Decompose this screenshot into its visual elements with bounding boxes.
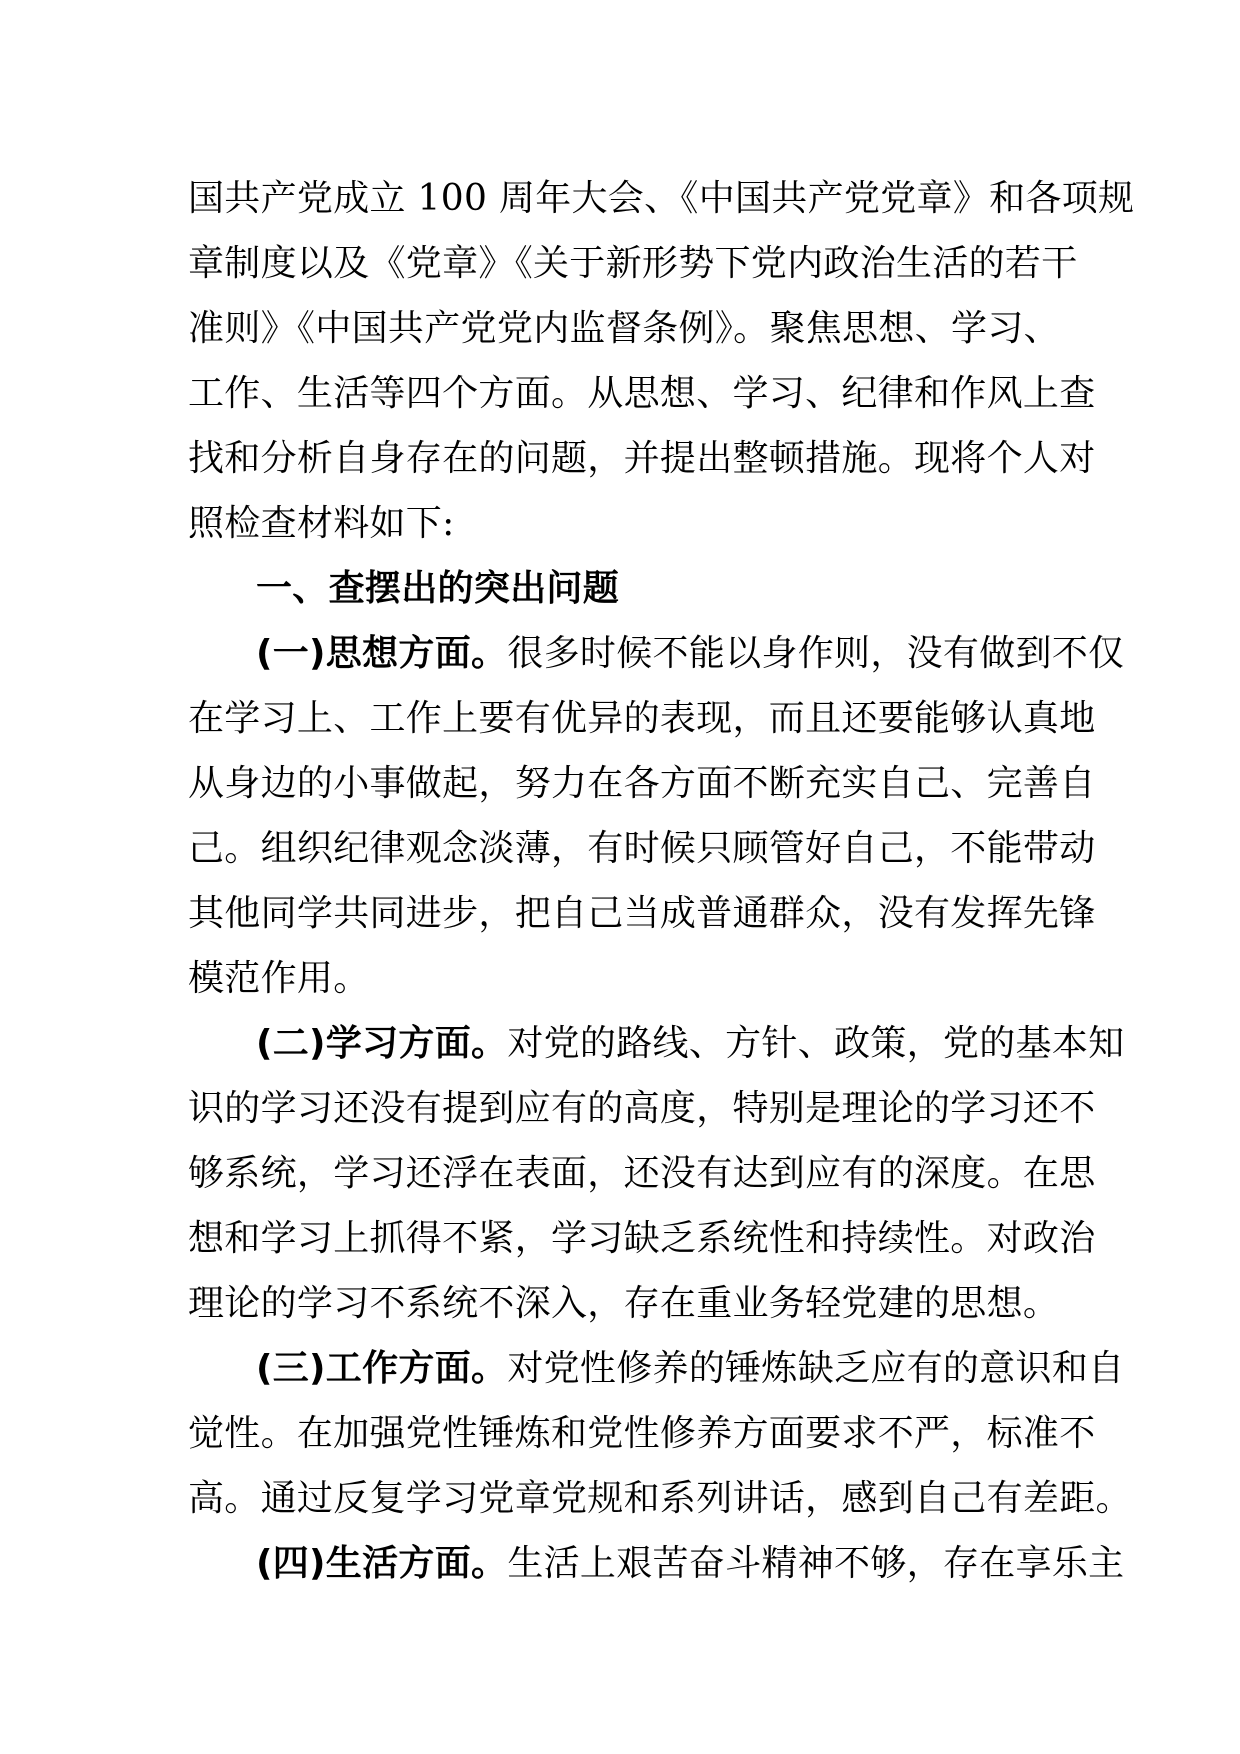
text-line: 照检查材料如下:: [188, 503, 455, 544]
text-line: 国共产党成立 100 周年大会、《中国共产党党章》和各项规: [188, 178, 1135, 219]
paragraph-first-line: [188, 1336, 1125, 1401]
paragraph-lead: (四)生活方面。: [256, 1543, 508, 1584]
text-line: 想和学习上抓得不紧，学习缺乏系统性和持续性。对政治: [188, 1218, 1096, 1259]
paragraph-text: 生活上艰苦奋斗精神不够，存在享乐主: [507, 1543, 1125, 1584]
text-line: 章制度以及《党章》《关于新形势下党内政治生活的若干: [188, 243, 1078, 284]
text-line: 高。通过反复学习党章党规和系列讲话，感到自己有差距。: [188, 1478, 1132, 1519]
paragraph-first-line: [188, 1531, 1125, 1596]
text-line: 从身边的小事做起，努力在各方面不断充实自己、完善自: [188, 763, 1096, 804]
section-heading: 一、查摆出的突出问题: [256, 568, 620, 609]
intro-paragraph: [188, 166, 1135, 556]
paragraph-life: [188, 1531, 1125, 1596]
paragraph-text: 对党的路线、方针、政策，党的基本知: [507, 1023, 1125, 1064]
paragraph-study: [188, 1011, 1125, 1336]
paragraph-lead: (二)学习方面。: [256, 1023, 508, 1064]
text-line: 准则》《中国共产党党内监督条例》。聚焦思想、学习、: [188, 308, 1060, 349]
text-line: 己。组织纪律观念淡薄，有时候只顾管好自己，不能带动: [188, 828, 1096, 869]
text-line: 觉性。在加强党性锤炼和党性修养方面要求不严，标准不: [188, 1413, 1096, 1454]
text-line: 工作、生活等四个方面。从思想、学习、纪律和作风上查: [188, 373, 1096, 414]
text-line: 识的学习还没有提到应有的高度，特别是理论的学习还不: [188, 1088, 1096, 1129]
paragraph-lead: (一)思想方面。: [256, 633, 508, 674]
paragraph-first-line: [188, 1011, 1125, 1076]
paragraph-text: 对党性修养的锤炼缺乏应有的意识和自: [507, 1348, 1125, 1389]
text-line: 模范作用。: [188, 958, 370, 999]
document-body: [188, 166, 1135, 1596]
paragraph-first-line: [188, 621, 1125, 686]
text-line: 其他同学共同进步，把自己当成普通群众，没有发挥先锋: [188, 893, 1096, 934]
text-line: 理论的学习不系统不深入，存在重业务轻党建的思想。: [188, 1283, 1060, 1324]
text-line: 找和分析自身存在的问题，并提出整顿措施。现将个人对: [188, 438, 1096, 479]
paragraph-work: [188, 1336, 1132, 1531]
paragraph-lead: (三)工作方面。: [256, 1348, 508, 1389]
paragraph-text: 很多时候不能以身作则，没有做到不仅: [507, 633, 1125, 674]
paragraph-thought: [188, 621, 1125, 1011]
text-line: 在学习上、工作上要有优异的表现，而且还要能够认真地: [188, 698, 1096, 739]
text-line: 够系统，学习还浮在表面，还没有达到应有的深度。在思: [188, 1153, 1096, 1194]
